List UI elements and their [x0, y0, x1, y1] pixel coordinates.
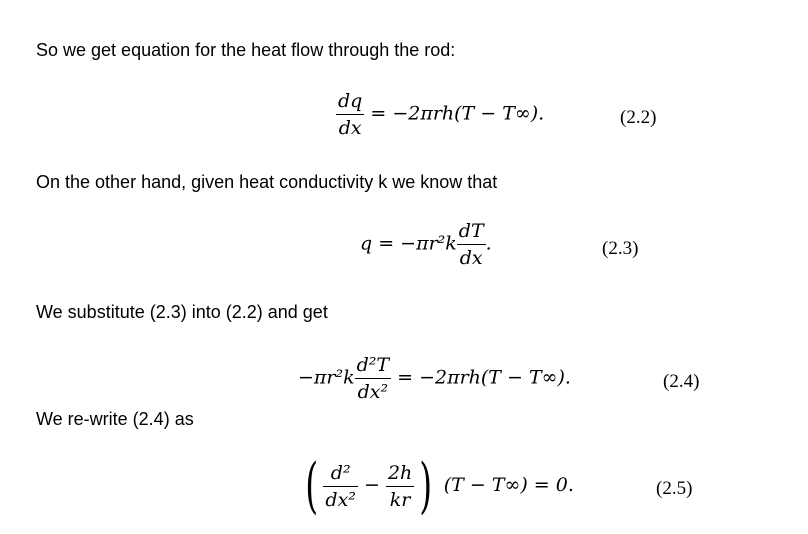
minus-sign: − [363, 474, 380, 496]
equation-lhs: q = −πr²k [360, 232, 457, 255]
fraction-denominator: kr [389, 488, 411, 511]
fraction-denominator: dx [338, 117, 362, 139]
fraction-dq-dx [336, 88, 364, 141]
fraction-2h-kr [386, 460, 414, 513]
fraction-denominator: dx [459, 247, 483, 269]
fraction-numerator: dT [457, 218, 486, 245]
paragraph-heat-flow-intro: So we get equation for the heat flow through the rod: [36, 40, 456, 60]
equation-rhs: = −2πrh(T − T∞). [370, 102, 545, 125]
fraction-d2-dx2 [323, 460, 358, 513]
equation-lhs: −πr²k [298, 366, 355, 389]
fraction-numerator: d²T [355, 352, 391, 379]
equation-2-5 [300, 451, 574, 521]
right-paren: ) [419, 451, 433, 521]
equation-rhs: (T − T∞) = 0. [443, 474, 574, 496]
fraction-dT-dx [457, 218, 486, 271]
equation-tail: . [485, 232, 492, 255]
paragraph-rewrite: We re-write (2.4) as [36, 409, 194, 429]
left-paren: ( [305, 451, 319, 521]
equation-2-3 [360, 218, 492, 271]
equation-number-2-4: (2.4) [663, 371, 700, 392]
equation-rhs: = −2πrh(T − T∞). [397, 366, 571, 389]
equation-number-2-5: (2.5) [656, 478, 693, 499]
fraction-denominator: dx² [357, 381, 389, 403]
fraction-numerator: dq [336, 88, 364, 115]
fraction-d2T-dx2 [355, 352, 391, 405]
paragraph-conductivity: On the other hand, given heat conductivity k we know that [36, 172, 498, 192]
fraction-denominator: dx² [325, 488, 356, 511]
equation-2-4 [298, 352, 571, 405]
equation-number-2-3: (2.3) [602, 238, 639, 259]
paragraph-substitute: We substitute (2.3) into (2.2) and get [36, 302, 328, 322]
equation-number-2-2: (2.2) [620, 107, 657, 128]
equation-2-2 [336, 88, 544, 141]
fraction-numerator: d² [323, 460, 358, 487]
fraction-numerator: 2h [386, 460, 414, 487]
